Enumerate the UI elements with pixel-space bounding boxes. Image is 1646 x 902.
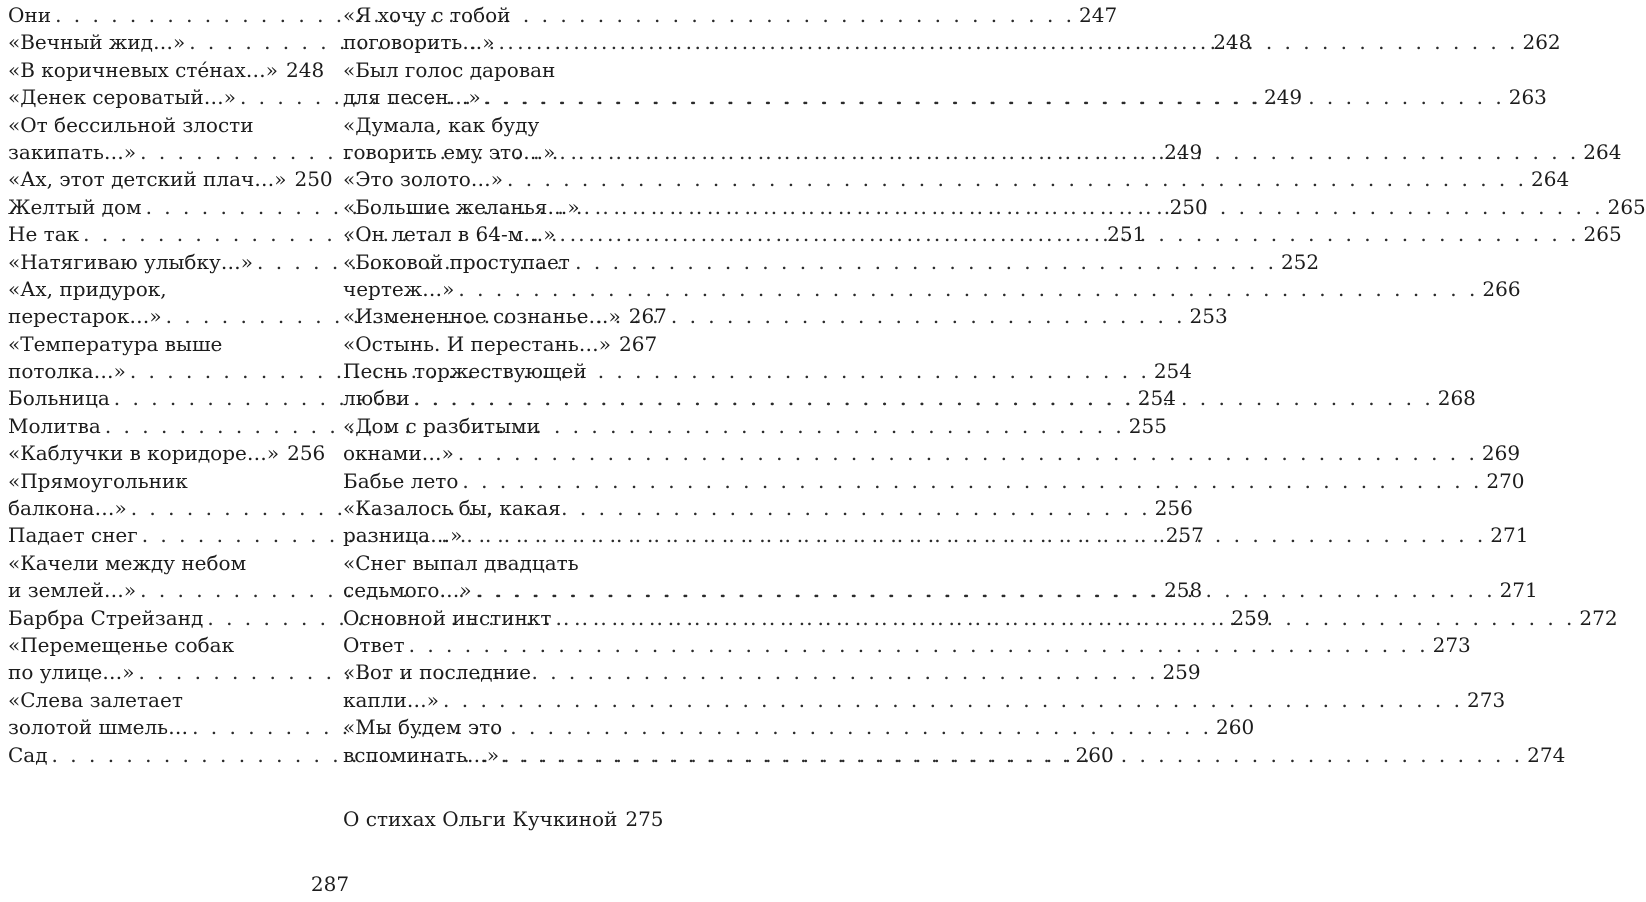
toc-entry-line <box>8 468 310 495</box>
toc-entry-title: вспоминать…» <box>343 742 500 767</box>
toc-entry-title: «Денек сероватый…» <box>8 85 236 110</box>
dot-leader <box>503 742 1523 769</box>
toc-entry <box>343 166 1570 193</box>
dot-leader <box>555 605 1575 632</box>
toc-entry-line <box>343 276 1521 303</box>
dot-leader <box>499 29 1519 56</box>
toc-entry-title: «Вот и последние <box>343 660 532 685</box>
toc-entry-line <box>343 440 1521 467</box>
toc-entry-line <box>8 632 310 659</box>
dot-leader <box>462 468 1482 495</box>
toc-entry-title: «Был голос дарован <box>343 57 556 82</box>
toc-entry-title: чертеж…» <box>343 276 455 301</box>
toc-entry-page: 269 <box>1481 441 1521 466</box>
toc-entry-line <box>343 303 667 330</box>
toc-entry-title: «Он летал в 64-м…» <box>343 222 556 247</box>
toc-entry-title: «Температура выше <box>8 331 223 356</box>
toc-entry-title: «Слева залетает <box>8 687 183 712</box>
toc-entry-title: любви <box>343 386 410 411</box>
toc-entry-page: 249 <box>1263 85 1303 110</box>
toc-entry-title: говорить ему это…» <box>343 139 556 164</box>
dot-leader <box>414 385 1434 412</box>
toc-entry-line <box>8 276 310 303</box>
toc-entry-line <box>343 632 1471 659</box>
toc-entry-line <box>343 331 658 358</box>
toc-entry-title: «Дом с разбитыми <box>343 413 540 438</box>
toc-entry-line <box>343 112 645 139</box>
toc-entry-title: «Я хочу с тобой <box>343 2 511 27</box>
toc-entry-title: золотой шмель… <box>8 715 189 740</box>
toc-entry-page: 248 <box>1213 30 1252 55</box>
toc-entry-title: капли…» <box>343 687 440 712</box>
dot-leader <box>560 221 1580 248</box>
toc-entry-page: 265 <box>1607 194 1646 219</box>
toc-entry-title: перестарок…» <box>8 304 162 329</box>
toc-entry-title: «Каблучки в коридоре…» <box>8 441 280 466</box>
toc-entry-page: 250 <box>1169 194 1208 219</box>
dot-leader <box>466 522 1486 549</box>
toc-entry-title: Бабье лето <box>343 468 459 493</box>
toc-entry-page: 263 <box>1508 85 1547 110</box>
toc-entry-page: 270 <box>1486 468 1525 493</box>
toc-entry-page: 257 <box>1165 523 1204 548</box>
toc-entry-title: потолка…» <box>8 359 126 384</box>
toc-entry-title: седьмого…» <box>343 578 472 603</box>
toc-entry-title: Песнь торжествующей <box>343 359 587 384</box>
toc-entry-page: 273 <box>1432 632 1471 657</box>
toc-entry-page: 275 <box>625 807 664 831</box>
toc-entry-page: 254 <box>1137 386 1176 411</box>
toc-entry-page: 264 <box>1531 167 1570 192</box>
toc-entry-title: поговорить…» <box>343 30 495 55</box>
toc-entry-title: для песен…» <box>343 85 481 110</box>
toc-entry-title: и землей…» <box>8 578 137 603</box>
toc-entry-title: Желтый дом <box>8 194 142 219</box>
toc-entry-title: разница…» <box>343 523 463 548</box>
toc-entry-line <box>343 495 645 522</box>
toc-entry-title: «Боковой проступает <box>343 249 570 274</box>
dot-leader <box>138 659 1158 686</box>
toc-entry-title: Падает снег <box>8 523 138 548</box>
toc-entry-page: 254 <box>1153 359 1192 384</box>
toc-entry-title: «Перемещенье собак <box>8 632 235 657</box>
dot-leader <box>476 577 1496 604</box>
toc-entry <box>343 331 658 358</box>
dot-leader <box>458 276 1478 303</box>
toc-entry-title: «Натягиваю улыбку…» <box>8 249 253 274</box>
toc-entry-title: «От бессильной злости <box>8 112 254 137</box>
toc-entry-line <box>343 249 645 276</box>
toc-entry-title: окнами…» <box>343 441 454 466</box>
dot-leader <box>507 166 1527 193</box>
toc-entry-line <box>8 550 310 577</box>
toc-entry-page: 259 <box>1162 660 1201 685</box>
toc-entry-title: «Качели между небом <box>8 550 247 575</box>
toc-entry-title: Сад <box>8 742 48 767</box>
toc-entry-title: «Прямоугольник <box>8 468 188 493</box>
toc-entry-title: «Вечный жид…» <box>8 30 186 55</box>
toc-entry-line <box>343 659 645 686</box>
toc-entry-title: балкона…» <box>8 496 127 521</box>
toc-entry-line <box>8 687 310 714</box>
toc-entry-page: 266 <box>1482 276 1521 301</box>
toc-entry-title: Ответ <box>343 632 405 657</box>
toc-entry-title: Они <box>8 2 52 27</box>
toc-entry-page: 253 <box>1189 304 1228 329</box>
toc-entry-title: Больница <box>8 386 110 411</box>
toc-entry-page: 252 <box>1280 249 1320 274</box>
toc-entry-line <box>343 687 1506 714</box>
toc-entry-line <box>343 166 1570 193</box>
toc-entry-page: 247 <box>1079 2 1118 27</box>
toc-entry-line <box>8 112 310 139</box>
toc-entry-page: 262 <box>1522 30 1561 55</box>
toc-entry <box>343 632 1471 659</box>
toc-entry-title: О стихах Ольги Кучкиной <box>343 807 618 831</box>
toc-entry-title: Основной инстинкт <box>343 605 552 630</box>
dot-leader <box>409 632 1429 659</box>
toc-entry-line <box>343 550 645 577</box>
toc-entry-page: 271 <box>1490 523 1529 548</box>
toc-entry-line <box>343 714 645 741</box>
toc-entry-page: 251 <box>1107 222 1146 247</box>
toc-entry-page: 267 <box>619 331 658 356</box>
toc-entry-page: 248 <box>286 57 325 82</box>
toc-entry-page: 250 <box>294 167 333 192</box>
toc-entry-page: 265 <box>1583 222 1622 247</box>
toc-entry-page: 259 <box>1231 605 1270 630</box>
toc-entry-page: 264 <box>1583 139 1622 164</box>
toc-entry-line <box>8 166 333 193</box>
page-number: 287 <box>310 872 350 896</box>
toc-entry-page: 272 <box>1579 605 1618 630</box>
toc-entry-page: 268 <box>1437 386 1476 411</box>
toc-entry-afterword <box>343 806 664 833</box>
toc-entry-line <box>343 413 645 440</box>
toc-entry-line <box>343 468 1525 495</box>
toc-entry-title: «Ах, придурок, <box>8 276 167 301</box>
toc-entry-title: Не так <box>8 222 80 247</box>
toc-entry-line <box>8 331 310 358</box>
dot-leader <box>443 687 1463 714</box>
toc-entry-title: «Это золото…» <box>343 167 504 192</box>
toc-entry-line <box>343 358 645 385</box>
toc-entry-page: 255 <box>1128 413 1167 438</box>
toc-entry-title: «Казалось бы, какая <box>343 496 561 521</box>
toc-entry-title: закипать…» <box>8 139 137 164</box>
dot-leader <box>458 440 1478 467</box>
dot-leader <box>166 303 1186 330</box>
toc-entry-line <box>8 440 326 467</box>
toc-entry-page: 267 <box>628 304 667 329</box>
toc-entry-title: «Большие желанья…» <box>343 194 580 219</box>
toc-entry-page: 273 <box>1467 687 1506 712</box>
toc-entry-title: Молитва <box>8 413 101 438</box>
toc-entry-page: 256 <box>287 441 326 466</box>
toc-entry-title: «В коричневых сте́нах…» <box>8 57 279 82</box>
dot-leader <box>485 84 1505 111</box>
toc-entry-title: Барбра Стрейзанд <box>8 605 204 630</box>
toc-entry-page: 260 <box>1216 715 1255 740</box>
toc-entry <box>343 303 667 330</box>
toc-entry-title: «Думала, как буду <box>343 112 540 137</box>
toc-entry-page: 274 <box>1527 742 1566 767</box>
toc-entry <box>343 468 1525 495</box>
toc-entry-line <box>343 57 645 84</box>
dot-leader <box>559 139 1579 166</box>
toc-entry-page: 258 <box>1164 578 1203 603</box>
toc-entry <box>8 166 333 193</box>
toc-entry-title: по улице…» <box>8 660 135 685</box>
dot-leader <box>584 194 1604 221</box>
toc-entry-title: «Остынь. И перестань…» <box>343 331 611 356</box>
toc-entry-line <box>343 2 645 29</box>
toc-entry-title: «Снег выпал двадцать <box>343 550 579 575</box>
toc-entry-page: 256 <box>1154 496 1193 521</box>
toc-entry-title: «Ах, этот детский плач…» <box>8 167 287 192</box>
toc-entry <box>8 440 326 467</box>
toc-entry <box>8 57 325 84</box>
toc-entry-title: «Измененное сознанье…» <box>343 304 621 329</box>
toc-entry-page: 260 <box>1075 742 1114 767</box>
toc-entry-title: «Мы будем это <box>343 715 503 740</box>
toc-entry-page: 271 <box>1499 578 1538 603</box>
toc-entry-line <box>8 57 325 84</box>
toc-entry-page: 249 <box>1164 139 1203 164</box>
